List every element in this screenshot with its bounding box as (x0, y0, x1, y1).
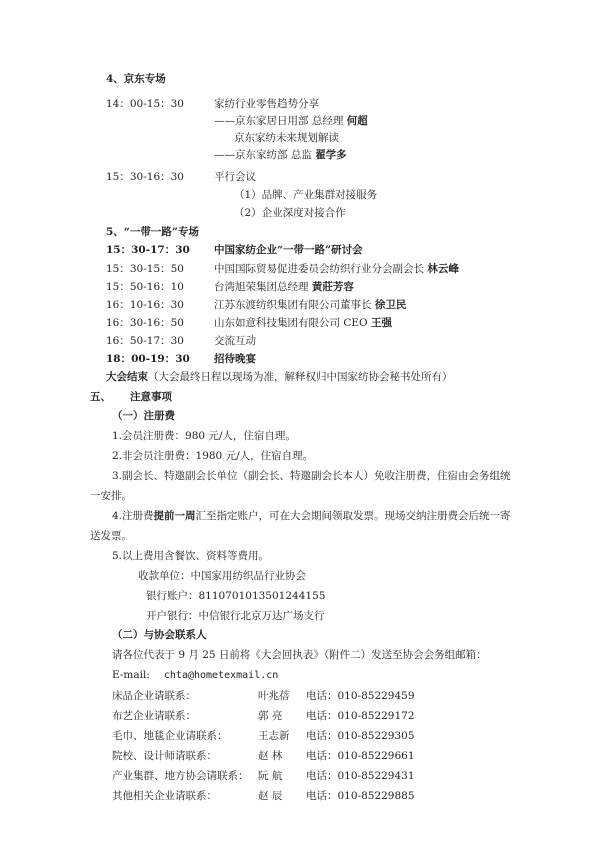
bank-account: 银行账户：8110701013501244155 (146, 590, 326, 602)
contact-category: 毛巾、地毯企业请联系： (112, 730, 228, 742)
time-label: 14：00-15：30 (106, 98, 184, 110)
time-label: 16：30-16：50 (106, 317, 184, 329)
time-label: 15：30-17：30 (106, 244, 190, 256)
agenda-subitem: （1）品牌、产业集群对接服务 (234, 189, 378, 201)
contact-phone: 电话：010-85229885 (306, 790, 415, 802)
contact-name: 赵 林 (258, 750, 283, 762)
contact-intro: 请各位代表于 9 月 25 日前将《大会回执表》（附件二）发送至协会会务组邮箱： (112, 649, 487, 661)
section-5-title: 5、“一带一路”专场 (106, 226, 199, 238)
agenda-subitem: （2）企业深度对接合作 (234, 207, 346, 219)
agenda-item: 交流互动 (214, 335, 256, 347)
contact-name: 阮 航 (258, 770, 283, 782)
contact-category: 其他相关企业请联系： (112, 790, 217, 802)
contact-phone: 电话：010-85229305 (306, 730, 415, 742)
fee-item: 5.以上费用含餐饮、资料等费用。 (112, 550, 270, 562)
agenda-item: 台湾旭荣集团总经理 黄莊芳容 (214, 281, 354, 293)
contact-category: 院校、设计师请联系： (112, 750, 217, 762)
contact-category: 布艺企业请联系： (112, 710, 196, 722)
agenda-speaker: ——京东家居日用部 总经理 何超 (214, 115, 368, 127)
agenda-item: 家纺行业零售趋势分享 (214, 98, 319, 110)
fee-item: 4.注册费提前一周汇至指定账户，可在大会期间领取发票。现场交纳注册费会后统一寄 (112, 510, 511, 522)
email-link[interactable]: chta@hometexmail.cn (163, 670, 279, 681)
agenda-item: 中国国际贸易促进委员会纺织行业分会副会长 林云峰 (214, 263, 459, 275)
fee-item: 1.会员注册费：980 元/人，住宿自理。 (112, 430, 296, 442)
payee: 收款单位：中国家用纺织品行业协会 (138, 570, 306, 582)
contact-name: 赵 辰 (258, 790, 283, 802)
agenda-item: 京东家纺未来规划解读 (234, 132, 339, 144)
part-title: 注意事项 (130, 391, 172, 403)
fee-title: （一）注册费 (112, 410, 175, 422)
fee-item-cont: 送发票。 (90, 530, 132, 542)
bank-name: 开户银行：中信银行北京万达广场支行 (146, 610, 325, 622)
time-label: 15：30-16：30 (106, 171, 184, 183)
time-label: 16：50-17：30 (106, 335, 184, 347)
agenda-item: 山东如意科技集团有限公司 CEO 王强 (214, 317, 392, 329)
closing-note: 大会结束（大会最终日程以现场为准，解释权归中国家纺协会秘书处所有） (106, 371, 453, 383)
contact-name: 郭 亮 (258, 710, 283, 722)
time-label: 18：00-19：30 (106, 353, 190, 365)
contact-phone: 电话：010-85229459 (306, 690, 415, 702)
section-4-title: 4、京东专场 (106, 73, 166, 85)
agenda-item: 平行会议 (214, 171, 256, 183)
fee-item: 2.非会员注册费：1980 元/人，住宿自理。 (112, 450, 314, 462)
email-line: E-mail: chta@hometexmail.cn (112, 669, 279, 681)
agenda-speaker: ——京东家纺部 总监 翟学多 (214, 149, 347, 161)
agenda-item: 江苏东渡纺织集团有限公司董事长 徐卫民 (214, 299, 407, 311)
time-label: 15：50-16：10 (106, 281, 184, 293)
contact-phone: 电话：010-85229431 (306, 770, 415, 782)
contact-phone: 电话：010-85229661 (306, 750, 415, 762)
contact-name: 叶兆蓓 (258, 690, 290, 702)
contact-category: 床品企业请联系： (112, 690, 196, 702)
time-label: 16：10-16：30 (106, 299, 184, 311)
fee-item-cont: 一安排。 (90, 490, 132, 502)
contact-name: 王志新 (258, 730, 290, 742)
fee-item: 3.副会长、特邀副会长单位（副会长、特邀副会长本人）免收注册费，住宿由会务组统 (112, 470, 511, 482)
contact-title: （二）与协会联系人 (112, 629, 207, 641)
agenda-item: 招待晚宴 (214, 353, 256, 365)
part-number: 五、 (90, 391, 111, 403)
agenda-item: 中国家纺企业“一带一路”研讨会 (214, 244, 363, 256)
contact-category: 产业集群、地方协会请联系： (112, 770, 249, 782)
contact-phone: 电话：010-85229172 (306, 710, 415, 722)
time-label: 15：30-15：50 (106, 263, 184, 275)
